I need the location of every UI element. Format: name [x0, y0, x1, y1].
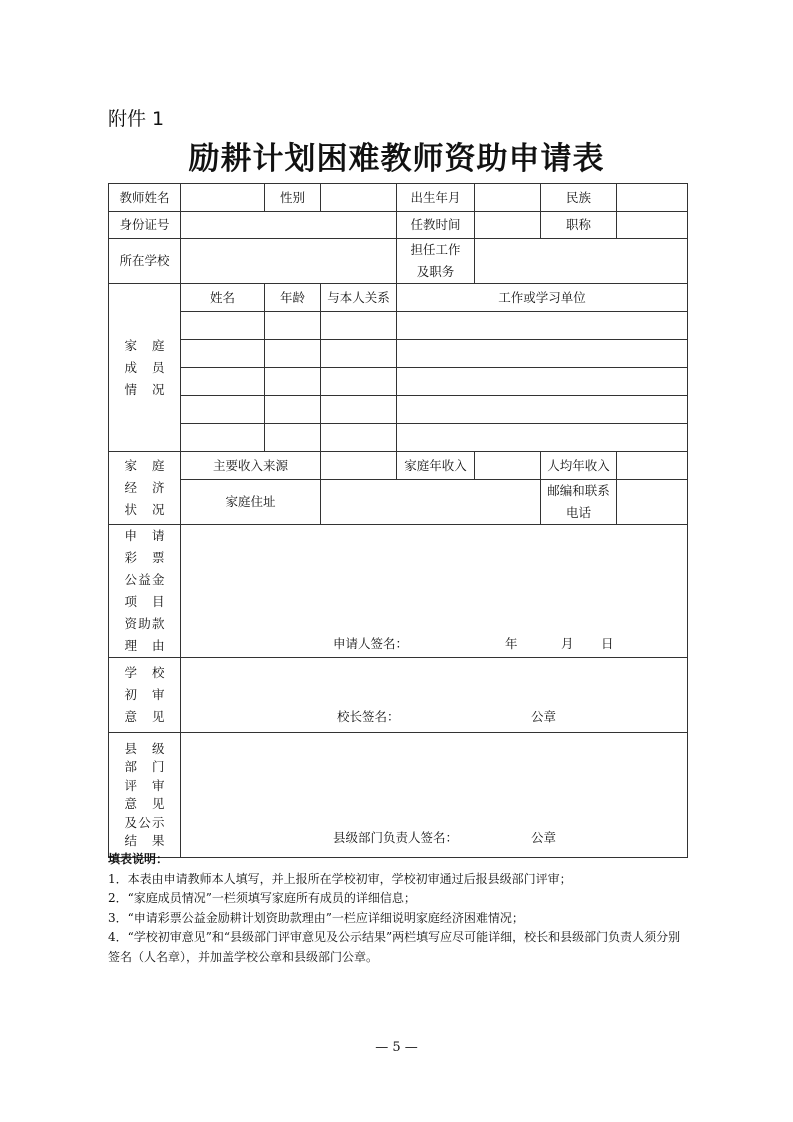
instruction-item: 4．“学校初审意见”和“县级部门评审意见及公示结果”两栏填写应尽可能详细，校长和县级部门负责人须分别 [108, 930, 681, 945]
instruction-item: 3．“申请彩票公益金励耕计划资助款理由”一栏应详细说明家庭经济困难情况； [108, 910, 524, 925]
member-relation-field[interactable] [321, 396, 397, 424]
birth-label: 出生年月 [397, 184, 475, 212]
ethnicity-label: 民族 [541, 184, 617, 212]
title-field[interactable] [617, 212, 688, 239]
contact-label: 邮编和联系电话 [541, 480, 617, 525]
county-seal-label: 公章 [531, 830, 557, 845]
income-source-field[interactable] [321, 452, 397, 480]
family-col-name: 姓名 [181, 284, 265, 312]
page-number: — 5 — [375, 1040, 418, 1055]
member-relation-field[interactable] [321, 368, 397, 396]
section-label-line: 经济 [124, 480, 165, 495]
section-label-line: 理由 [124, 638, 165, 653]
member-work-field[interactable] [397, 368, 688, 396]
section-label-line: 及公示 [124, 814, 165, 830]
member-name-field[interactable] [181, 340, 265, 368]
teach-time-label: 任教时间 [397, 212, 475, 239]
principal-signature-label: 校长签名： [337, 709, 400, 724]
economy-section-label [109, 452, 181, 525]
school-seal-label: 公章 [531, 709, 557, 724]
gender-field[interactable] [321, 184, 397, 212]
family-row [109, 312, 688, 340]
reason-section-label [109, 525, 181, 658]
name-field[interactable] [181, 184, 265, 212]
section-label-line: 结果 [124, 833, 165, 848]
member-work-field[interactable] [397, 312, 688, 340]
section-label-line: 项目 [124, 594, 165, 609]
county-signature-label: 县级部门负责人签名： [333, 830, 459, 845]
application-form [108, 183, 688, 858]
family-row [109, 396, 688, 424]
member-name-field[interactable] [181, 424, 265, 452]
page-title: 励耕计划困难教师资助申请表 [188, 141, 605, 177]
member-name-field[interactable] [181, 396, 265, 424]
gender-label: 性别 [265, 184, 321, 212]
ethnicity-field[interactable] [617, 184, 688, 212]
member-age-field[interactable] [265, 340, 321, 368]
position-label: 担任工作及职务 [397, 239, 475, 284]
year-label: 年 [505, 636, 518, 651]
family-col-age: 年龄 [265, 284, 321, 312]
section-label-line: 部门 [124, 759, 165, 774]
family-col-relation: 与本人关系 [321, 284, 397, 312]
per-capita-label: 人均年收入 [541, 452, 617, 480]
income-source-label: 主要收入来源 [181, 452, 321, 480]
member-age-field[interactable] [265, 312, 321, 340]
member-age-field[interactable] [265, 424, 321, 452]
title-label: 职称 [541, 212, 617, 239]
month-label: 月 [561, 636, 574, 651]
family-income-label: 家庭年收入 [397, 452, 475, 480]
school-review-label [109, 658, 181, 733]
member-relation-field[interactable] [321, 312, 397, 340]
section-label-line: 成员 [124, 359, 165, 375]
id-label: 身份证号 [109, 212, 181, 239]
section-label-line: 彩票 [124, 550, 165, 565]
instruction-item: 2．“家庭成员情况”一栏须填写家庭所有成员的详细信息； [108, 891, 416, 906]
member-relation-field[interactable] [321, 424, 397, 452]
school-label: 所在学校 [109, 239, 181, 284]
section-label-line: 意见 [124, 796, 165, 811]
family-row [109, 368, 688, 396]
section-label-line: 公益金 [124, 572, 165, 587]
instructions-heading: 填表说明： [108, 852, 169, 866]
contact-field[interactable] [617, 480, 688, 525]
county-review-field[interactable] [181, 733, 688, 858]
member-work-field[interactable] [397, 396, 688, 424]
position-field[interactable] [475, 239, 688, 284]
teach-time-field[interactable] [475, 212, 541, 239]
applicant-signature-label: 申请人签名： [333, 636, 409, 651]
section-label-line: 学校 [124, 665, 165, 680]
instruction-item: 签名（人名章），并加盖学校公章和县级部门公章。 [108, 949, 379, 964]
id-field[interactable] [181, 212, 397, 239]
section-label-line: 家庭 [124, 458, 165, 473]
school-field[interactable] [181, 239, 397, 284]
address-label: 家庭住址 [181, 480, 321, 525]
member-name-field[interactable] [181, 368, 265, 396]
section-label-line: 申请 [124, 528, 165, 543]
member-age-field[interactable] [265, 396, 321, 424]
section-label-line: 县级 [124, 740, 165, 756]
attachment-label: 附件 1 [108, 108, 165, 130]
instruction-item: 1．本表由申请教师本人填写，并上报所在学校初审，学校初审通过后报县级部门评审； [108, 871, 572, 886]
member-work-field[interactable] [397, 340, 688, 368]
section-label-line: 评审 [124, 777, 165, 793]
per-capita-field[interactable] [617, 452, 688, 480]
member-age-field[interactable] [265, 368, 321, 396]
section-label-line: 状况 [124, 502, 165, 517]
family-row [109, 340, 688, 368]
school-review-field[interactable] [181, 658, 688, 733]
filling-instructions [108, 850, 680, 968]
section-label-line: 情况 [124, 381, 165, 397]
member-name-field[interactable] [181, 312, 265, 340]
section-label-line: 资助款 [124, 616, 165, 631]
family-section-label [109, 284, 181, 452]
name-label: 教师姓名 [109, 184, 181, 212]
section-label-line: 初审 [124, 687, 165, 702]
member-work-field[interactable] [397, 424, 688, 452]
family-row [109, 424, 688, 452]
section-label-line: 意见 [124, 709, 165, 724]
day-label: 日 [601, 636, 614, 651]
section-label-line: 家庭 [124, 337, 165, 353]
member-relation-field[interactable] [321, 340, 397, 368]
county-review-label [109, 733, 181, 858]
family-income-field[interactable] [475, 452, 541, 480]
address-field[interactable] [321, 480, 541, 525]
reason-field[interactable] [181, 525, 688, 658]
family-col-work: 工作或学习单位 [397, 284, 688, 312]
birth-field[interactable] [475, 184, 541, 212]
